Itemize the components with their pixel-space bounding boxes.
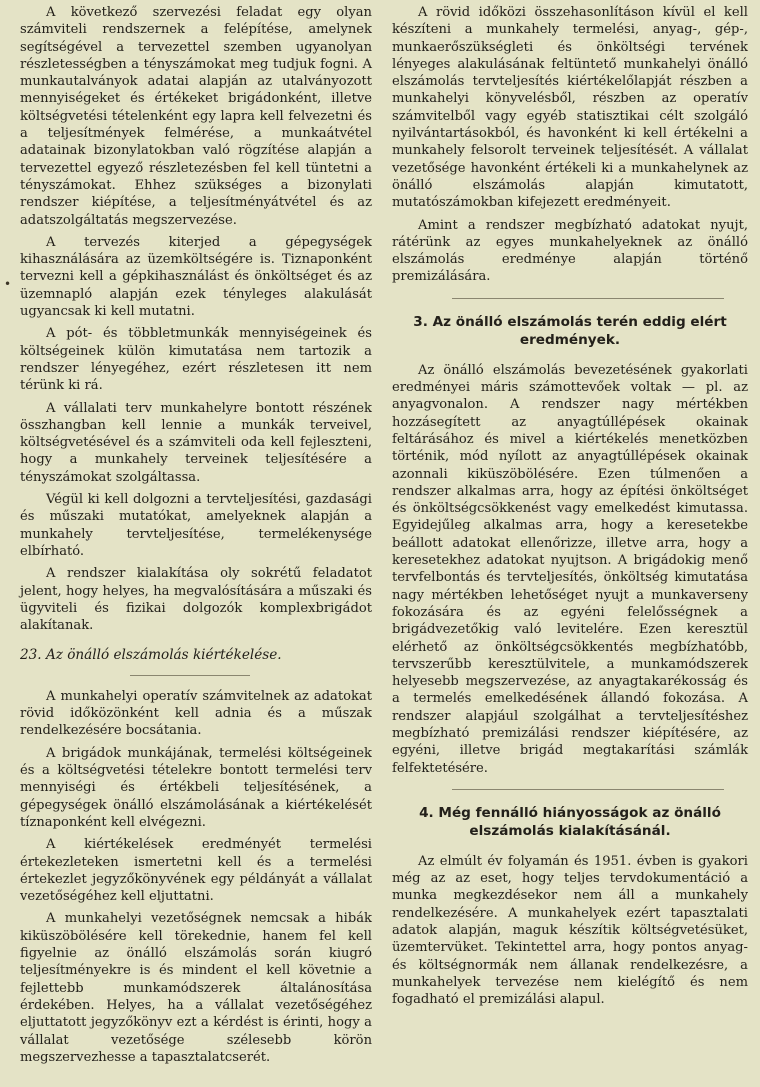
- paragraph: A rövid időközi összehasonlításon kívül el kell készíteni a munkahely termelési, anyag-, gép-, munkaerőszükségleti és önköltségi tervének lényeges alakulásának feltüntető munkahelyi önálló elszámolás tervteljesítés kiértékelőlapját részben a munkahelyi könyvelésből, részben az operatív számvitelből vagy egyéb statisztikai célt szolgáló nyilvántartásokból, és havonként ki kell értékelni a munkahely felsorolt terveinek teljesítését. A vállalat vezetősége havonként értékeli ki a munkahelynek az önálló elszámolás alapján kimutatott, mutatószámokban kifejezett eredményeit.: [392, 5, 748, 211]
- paragraph: A pót- és többletmunkák mennyiségeinek és költségeinek külön kimutatása nem tartozik a rendszer lényegéhez, ezért részletesen itt nem térünk ki rá.: [20, 326, 372, 394]
- paragraph: Végül ki kell dolgozni a tervteljesítési, gazdasági és műszaki mutatókat, amelyeknek alapján a munkahely tervteljesítése, termelékenysége elbírható.: [20, 492, 372, 559]
- paragraph: A következő szervezési feladat egy olyan számviteli rendszernek a felépítése, amelynek segítségével a tervezettel szemben ugyanolyan részletességben a tényszámokat meg tudjuk fogni. A munkautalványok adatai alapján az utalványozott mennyiségeket és értékeket brigádonként, illetve költségvetési tételenként egy lapra kell felvezetni és a teljesítmények felmérése, a munkaátvétel adatainak bizonylatokban való rögzítése alapján a tervezettel egyező részletezésben fel kell tüntetni a tényszámokat. Ehhez szükséges a bizonylati rendszer kiépítése, a teljesítményátvétel és az adatszolgáltatás megszervezése.: [20, 5, 372, 228]
- paragraph: A tervezés kiterjed a gépegységek kihasználására az üzemköltségére is. Tiznaponként tervezni kell a gépkihasználást és önköltséget és az üzemnapló alapján ezek tényleges alakulását ugyancsak ki kell mutatni.: [20, 234, 372, 320]
- right-column: [392, 4, 748, 1014]
- paragraph: Amint a rendszer megbízható adatokat nyujt, rátérünk az egyes munkahelyeknek az önálló elszámolás eredménye alapján történő premizálására.: [392, 217, 748, 285]
- heading-divider: [130, 675, 250, 676]
- paragraph: A kiértékelések eredményét termelési értekezleteken ismertetni kell és a termelési értekezlet jegyzőkönyvének egy példányát a vállalat vezetőségéhez kell eljuttatni.: [20, 837, 372, 905]
- section-heading-3: 3. Az önálló elszámolás terén eddig elért eredmények.: [413, 313, 727, 349]
- paragraph: A vállalati terv munkahelyre bontott részének összhangban kell lennie a munkák terveivel, költségvetésével és a számviteli oda kell fejleszteni, hogy a munkahely terveinek teljesítésére a tényszámokat szolgáltassa.: [20, 400, 372, 485]
- left-column: [20, 4, 372, 1071]
- section-heading-4: 4. Még fennálló hiányosságok az önálló elszámolás kialakításánál.: [419, 804, 721, 840]
- section-divider: [452, 298, 724, 299]
- paragraph: A brigádok munkájának, termelési költségeinek és a költségvetési tételekre bontott termelési terv mennyiségi és értékbeli teljesítésének, a gépegységek önálló elszámolásának a kiértékelését tíznaponként kell elvégezni.: [20, 745, 372, 830]
- section-divider: [452, 789, 724, 790]
- paragraph: A munkahelyi vezetőségnek nemcsak a hibák kiküszöbölésére kell törekednie, hanem fel kell figyelnie az önálló elszámolás során kiugró teljesítményekre is és mindent el kell követnie a fejlettebb munkamódszerek általánosítása érdekében. Helyes, ha a vállalat vezetőségéhez eljuttatott jegyzőkönyv ezt a kérdést is érinti, hogy a vállalat vezetősége szélesebb körön megszervezhesse a tapasztalatcserét.: [20, 911, 372, 1065]
- margin-bullet-mark: •: [4, 277, 12, 291]
- paragraph: Az elmúlt év folyamán és 1951. évben is gyakori még az az eset, hogy teljes tervdokumentáció a munka megkezdésekor nem áll a munkahely rendelkezésére. A munkahelyek ezért tapasztalati adatok alapján, maguk készítik költségvetésüket, üzemtervüket. Tekintettel arra, hogy pontos anyag- és költségnormák nem állanak rendelkezésre, a munkahelyek tervezése nem kielégítő és nem fogadható el premizálási alapul.: [392, 853, 748, 1008]
- paragraph: Az önálló elszámolás bevezetésének gyakorlati eredményei máris számottevőek voltak — pl. az anyagvonalon. A rendszer nagy mértékben hozzásegített az anyagtúllépések okainak feltárásához és mivel a kiértékelés menetközben történik, mód nyílott az anyagtúllépések okainak azonnali kiküszöbölésére. Ezen túlmenően a rendszer alkalmas arra, hogy az építési önköltséget és önköltségcsökkenést vagy emelkedést kimutassa. Egyidejűleg alkalmas arra, hogy a keresetekbe beállott adatokat ellenőrizze, illetve arra, hogy a keresetekhez adatokat nyujtson. A brigádokig menő tervfelbontás és tervteljesítés, önköltség kimutatása nagy mértékben lehetőséget nyujt a munkaverseny fokozására és az egyéni felelősségnek a brigádvezetőkig való levitelére. Ezen keresztül elérhető az önköltségcsökkentés megbízhatóbb, tervszerűbb keresztülvitele, a munkamódszerek helyesebb megszervezése, az anyagtakarékosság és a termelés emelkedésének állandó fokozása. A rendszer alapjául szolgálhat a tervteljesítéshez megbízható premizálási rendszer kiépítésére, az egyéni, illetve brigád megtakarítási számlák felfektetésére.: [392, 362, 748, 776]
- paragraph: A rendszer kialakítása oly sokrétű feladatot jelent, hogy helyes, ha megvalósítására a műszaki és ügyviteli és fizikai dolgozók komplexbrigádot alakítanak.: [20, 566, 372, 634]
- section-heading-23: 23. Az önálló elszámolás kiértékelése.: [20, 647, 282, 664]
- paragraph: A munkahelyi operatív számvitelnek az adatokat rövid időközönként kell adnia és a műszak rendelkezésére bocsátania.: [20, 688, 372, 739]
